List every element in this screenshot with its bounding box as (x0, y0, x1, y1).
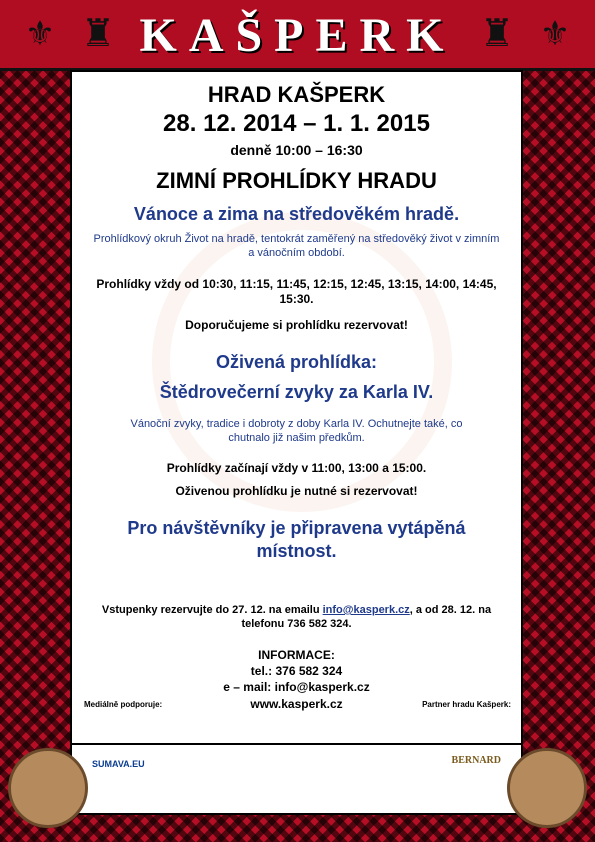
sumava-logo: SUMAVA.EU (92, 759, 145, 769)
footer-panel (70, 745, 523, 815)
lion-icon: ♜ (479, 13, 515, 55)
media-support-label: Mediálně podporuje: (84, 700, 163, 709)
date-range: 28. 12. 2014 – 1. 1. 2015 (163, 110, 430, 137)
ticket-info-prefix: Vstupenky rezervujte do 27. 12. na emailu (101, 604, 323, 616)
hours: denně 10:00 – 16:30 (230, 142, 363, 158)
section-title: ZIMNÍ PROHLÍDKY HRADU (156, 168, 437, 193)
guided-tour-description: Vánoční zvyky, tradice i dobroty z doby Karla IV. Ochutnejte také, co chutnalo již našim předkům. (130, 418, 463, 444)
fleur-de-lis-icon: ⚜ (539, 15, 571, 53)
ticket-info (72, 603, 521, 631)
seal-right (507, 748, 587, 828)
ticket-info-suffix: , a od 28. 12. na telefonu 736 582 324. (241, 604, 492, 630)
partner-label: Partner hradu Kašperk: (422, 700, 511, 709)
info-web[interactable]: www.kasperk.cz (250, 697, 343, 711)
content-panel (70, 70, 523, 745)
email-link[interactable]: info@kasperk.cz (322, 604, 410, 616)
title-bar (0, 0, 595, 71)
guided-tour-title: Oživená prohlídka: (215, 352, 378, 372)
info-title: INFORMACE: (258, 648, 335, 662)
booking-recommendation: Doporučujeme si prohlídku rezervovat! (185, 318, 408, 332)
guided-tour-booking: Oživenou prohlídku je nutné si rezervovat! (175, 484, 418, 498)
page-title: KAŠPERK (139, 9, 456, 62)
guided-tour-subtitle: Štědrovečerní zvyky za Karla IV. (159, 382, 434, 402)
seal-left (8, 748, 88, 828)
heading-castle: HRAD KAŠPERK (207, 82, 386, 107)
lion-icon: ♜ (80, 13, 116, 55)
info-phone: tel.: 376 582 324 (250, 664, 343, 678)
info-email: e – mail: info@kasperk.cz (223, 680, 370, 694)
guided-tour-times: Prohlídky začínají vždy v 11:00, 13:00 a 15:00. (166, 461, 427, 475)
tour-times: Prohlídky vždy od 10:30, 11:15, 11:45, 12:15, 12:45, 13:15, 14:00, 14:45, 15:30. (96, 277, 497, 306)
fleur-de-lis-icon: ⚜ (24, 15, 56, 53)
heated-room-note: Pro návštěvníky je připravena vytápěná místnost. (127, 518, 466, 561)
description: Prohlídkový okruh Život na hradě, tentokrát zaměřený na středověký život v zimním a vánočním období. (93, 233, 500, 259)
section-subtitle: Vánoce a zima na středověkém hradě. (133, 204, 460, 224)
bernard-logo: BERNARD (451, 755, 501, 766)
